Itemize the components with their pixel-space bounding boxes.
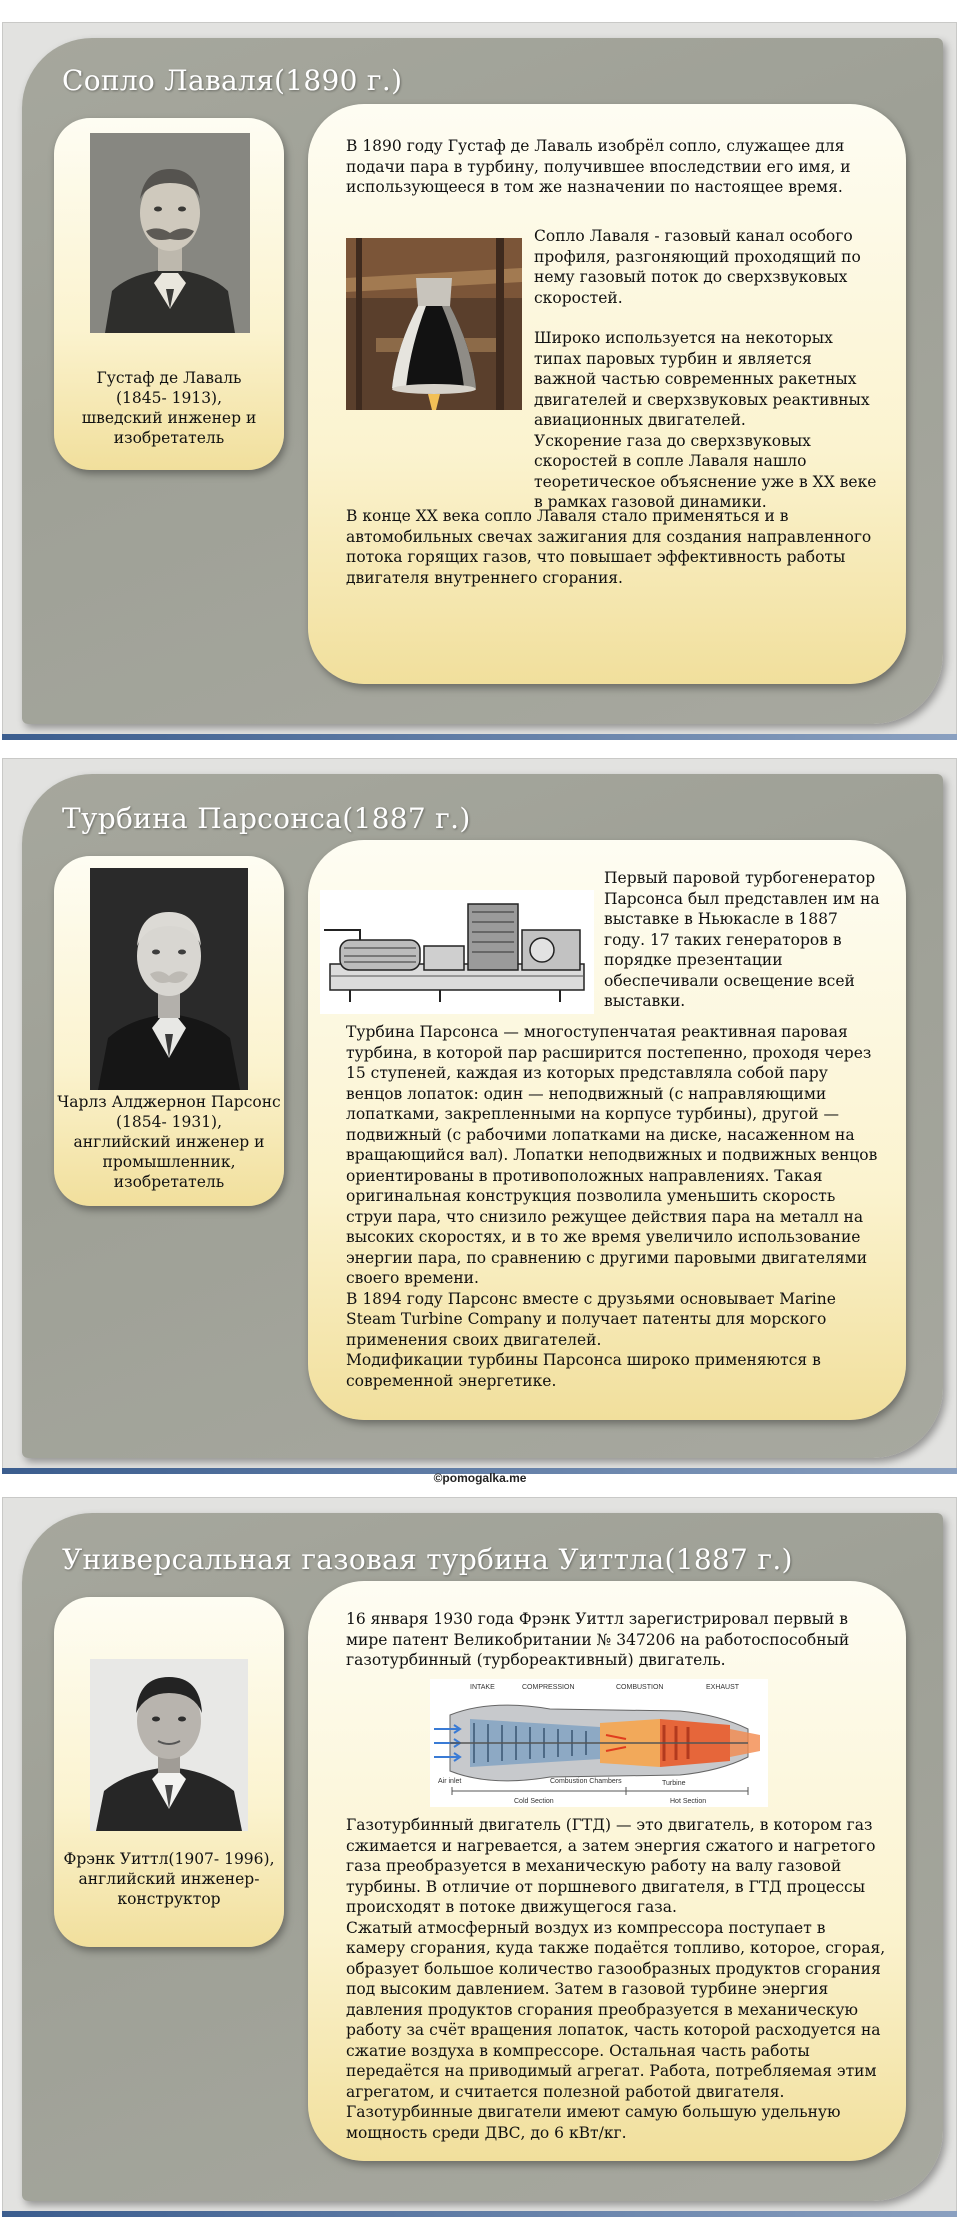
body-text — [346, 1022, 886, 1391]
content-card — [308, 104, 906, 684]
modern-paragraph: Модификации турбины Парсонса широко применяются в современной энергетике. — [346, 1351, 821, 1390]
turbogenerator-drawing — [320, 890, 594, 1014]
intro-text: 16 января 1930 года Фрэнк Уиттл зарегистрировал первый в мире патент Великобритании № 347206 на работоспособный газотурбинный (турбореактивный) двигатель. — [346, 1610, 850, 1669]
portrait-whittle — [90, 1659, 248, 1831]
diagram-label: Combustion Chambers — [550, 1778, 622, 1785]
person-caption — [54, 368, 284, 448]
caption-line: промышленник, — [102, 1153, 236, 1171]
company-paragraph: В 1894 году Парсонс вместе с друзьями основывает Marine Steam Turbine Company и получает патенты для морского применения своих двигателей. — [346, 1289, 836, 1349]
jet-engine-diagram — [430, 1679, 768, 1807]
definition-paragraph: Сопло Лаваля - газовый канал особого профиля, разгоняющий проходящий по нему газовый поток до сверхзвуковых скоростей. — [534, 227, 861, 307]
person-caption — [48, 1849, 290, 1909]
person-card — [54, 1597, 284, 1947]
caption-line: Густаф де Лаваль — [96, 369, 242, 387]
nozzle-photo — [346, 238, 522, 410]
diagram-label: INTAKE — [470, 1684, 495, 1691]
slide-whittle — [2, 1497, 957, 2217]
slide-edge — [2, 734, 957, 740]
person-card — [54, 118, 284, 470]
slide-parsons — [2, 758, 957, 1474]
person-caption — [48, 1092, 290, 1192]
slide-title: Сопло Лаваля(1890 г.) — [62, 64, 403, 97]
caption-line: Фрэнк Уиттл(1907- 1996), — [63, 1850, 275, 1868]
diagram-label: EXHAUST — [706, 1684, 740, 1691]
caption-line: изобретатель — [113, 1173, 225, 1191]
process-paragraph: Сжатый атмосферный воздух из компрессора поступает в камеру сгорания, куда также подаётся топливо, которое, сгорая, образует большое количество газообразных продуктов сгорания под высоким давлением. Затем в газовой турбине энергия давления продуктов сгорания преобразуется в механическую работу за счёт вращения лопаток, часть которой расходуется на сжатие воздуха в компрессоре. Остальная часть работы передаётся на приводимый агрегат. Работа, потребляемая этим агрегатом, и считается полезной работой двигателя. Газотурбинные двигатели имеют самую большую удельную мощность среди ДВС, до 6 кВт/кг. — [346, 1918, 886, 2142]
slide-title: Универсальная газовая турбина Уиттла(1887 г.) — [62, 1543, 793, 1576]
portrait-parsons — [90, 868, 248, 1090]
caption-line: (1845- 1913), — [115, 389, 223, 407]
slide-title: Турбина Парсонса(1887 г.) — [62, 802, 471, 835]
caption-line: конструктор — [117, 1890, 221, 1908]
caption-line: (1854- 1931), — [115, 1113, 223, 1131]
turbine-description: Турбина Парсонса — многоступенчатая реактивная паровая турбина, в которой пар расширится постепенно, проходя через 15 ступеней, каждая из которых представляла собой пару венцов лопаток: один — неподвижный (с направляющими лопатками, закрепленными на корпусе турбины), другой — подвижный (с рабочими лопатками на диске, насаженном на вращающийся вал). Лопатки неподвижных и подвижных венцов ориентированы в противоположных направлениях. Такая оригинальная конструкция позволила уменьшить скорость струи пара, что снизило режущее действия пара на металл на высоких скоростях, и в то же время увеличило использование энергии пара, по сравнению с другими паровыми двигателями своего времени. — [346, 1023, 878, 1287]
caption-line: шведский инженер и — [81, 409, 257, 427]
diagram-label: COMPRESSION — [522, 1684, 575, 1691]
body-text — [346, 1815, 888, 2143]
caption-line: английский инженер- — [78, 1870, 260, 1888]
person-card — [54, 856, 284, 1206]
content-card — [308, 1581, 906, 2161]
slide-edge — [2, 2211, 957, 2217]
diagram-label: COMBUSTION — [616, 1684, 664, 1691]
slide-laval — [2, 22, 957, 740]
watermark: ©pomogalka.me — [433, 1471, 527, 1485]
diagram-label: Turbine — [662, 1780, 686, 1787]
caption-line: изобретатель — [113, 429, 225, 447]
diagram-label: Air inlet — [438, 1778, 462, 1785]
diagram-label: Cold Section — [514, 1798, 554, 1805]
definition-paragraph: Газотурбинный двигатель (ГТД) — это двигатель, в котором газ сжимается и нагревается, а затем энергия сжатого и нагретого газа преобразуется в механическую работу на валу газовой турбины. В отличие от поршневого двигателя, в ГТД процессы происходят в потоке движущегося газа. — [346, 1816, 876, 1916]
portrait-laval — [90, 133, 250, 333]
caption-line: Чарлз Алджернон Парсонс — [57, 1093, 281, 1111]
usage-paragraph: Широко используется на некоторых типах паровых турбин и является важной частью современных ракетных двигателей и сверхзвуковых реактивных авиационных двигателей. — [534, 329, 870, 429]
intro-text: В 1890 году Густаф де Лаваль изобрёл сопло, служащее для подачи пара в турбину, получившее впоследствии его имя, и использующееся в том же назначении по настоящее время. — [346, 137, 851, 196]
caption-line: английский инженер и — [73, 1133, 265, 1151]
diagram-label: Hot Section — [670, 1798, 707, 1805]
modern-text: В конце XX века сопло Лаваля стало применяться и в автомобильных свечах зажигания для создания направленного потока горящих газов, что повышает эффективность работы двигателя внутреннего сгорания. — [346, 507, 872, 587]
definition-text — [534, 226, 878, 513]
intro-text: Первый паровой турбогенератор Парсонса был представлен им на выставке в Ньюкасле в 1887 году. 17 таких генераторов в порядке презентации обеспечивали освещение всей выставки. — [604, 869, 880, 1010]
theory-paragraph: Ускорение газа до сверхзвуковых скоростей в сопле Лаваля нашло теоретическое объяснение уже в XX веке в рамках газовой динамики. — [534, 431, 877, 511]
content-card — [308, 840, 906, 1420]
